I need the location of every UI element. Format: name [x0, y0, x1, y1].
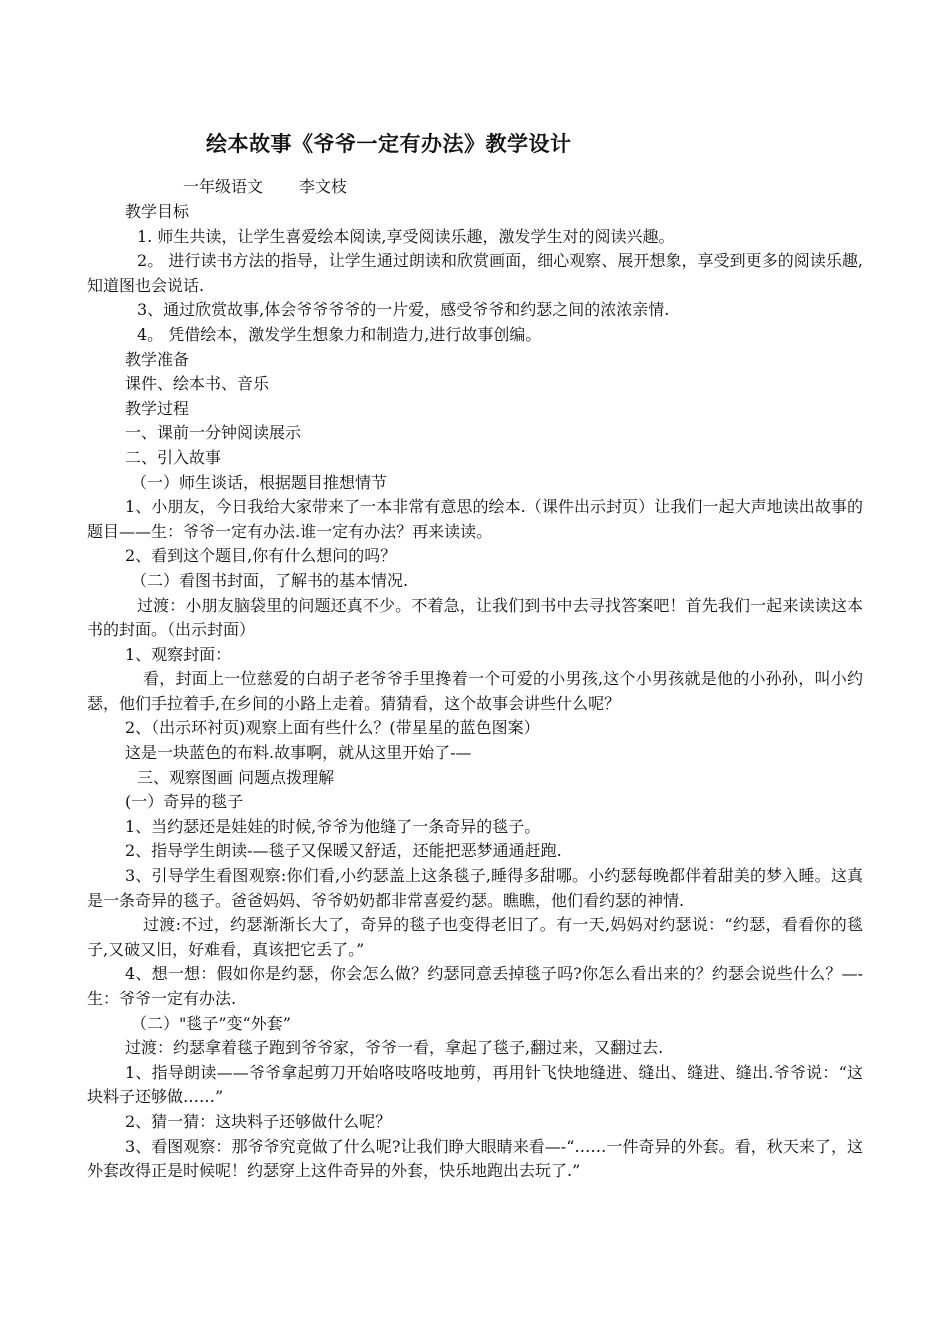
- paragraph: 过渡：约瑟拿着毯子跑到爷爷家，爷爷一看，拿起了毯子,翻过来，又翻过去.: [125, 1038, 664, 1058]
- subsection-heading: （二）看图书封面，了解书的基本情况.: [131, 570, 409, 590]
- paragraph: 过渡:不过，约瑟渐渐长大了，奇异的毯子也变得老旧了。有一天,妈妈对约瑟说：“约瑟，看看你的毯子,又破又旧，好难看，真该把它丢了。”: [87, 915, 863, 959]
- subsection-heading: （一）师生谈话，根据题目推想情节: [131, 472, 388, 492]
- grade-label: 一年级语文: [183, 177, 264, 196]
- heading-objectives: 教学目标: [125, 202, 190, 221]
- paragraph: 3、引导学生看图观察:你们看,小约瑟盖上这条毯子,睡得多甜哪。小约瑟每晚都伴着甜美的梦入睡。这真是一条奇异的毯子。爸爸妈妈、爷爷奶奶都非常喜爱约瑟。瞧瞧，他们看约瑟的神情.: [87, 866, 863, 910]
- paragraph: 1、指导朗读——爷爷拿起剪刀开始咯吱咯吱地剪，再用针飞快地缝进、缝出、缝进、缝出.爷爷说：“这块料子还够做……”: [87, 1062, 863, 1107]
- heading-preparation: 教学准备: [125, 349, 190, 369]
- subsection-heading: (一）奇异的毯子: [125, 792, 244, 812]
- author-name: 李文枝: [299, 177, 348, 196]
- paragraph: 2、看到这个题目,你有什么想问的吗？: [125, 546, 397, 566]
- subsection-heading: （二）"毯子”变“外套”: [131, 1013, 291, 1033]
- paragraph: 1、观察封面：: [125, 644, 232, 664]
- paragraph: 1、小朋友，今日我给大家带来了一本非常有意思的绘本.（课件出示封页）让我们一起大声地读出故事的题目——生：爷爷一定有办法.谁一定有办法？再来读读。: [87, 497, 863, 541]
- heading-process: 教学过程: [125, 398, 190, 418]
- paragraph: 1. 师生共读，让学生喜爱绘本阅读,享受阅读乐趣，激发学生对的阅读兴趣。: [137, 226, 675, 246]
- document-title: 绘本故事《爷爷一定有办法》教学设计: [206, 132, 572, 156]
- paragraph: 4、想一想：假如你是约瑟，你会怎么做？约瑟同意丢掉毯子吗?你怎么看出来的？约瑟会说些什么？—-生：爷爷一定有办法.: [87, 964, 863, 1008]
- paragraph: 4。 凭借绘本，激发学生想象力和制造力,进行故事创编。: [137, 324, 542, 344]
- paragraph: 2、（出示环衬页)观察上面有些什么？(带星星的蓝色图案）: [125, 718, 540, 738]
- section-heading: 一、课前一分钟阅读展示: [125, 423, 302, 443]
- paragraph: 2、指导学生朗读-—毯子又保暖又舒适，还能把恶梦通通赶跑.: [125, 841, 562, 861]
- paragraph: 2、猜一猜：这块料子还够做什么呢？: [125, 1111, 392, 1131]
- section-heading: 二、引入故事: [125, 447, 222, 467]
- paragraph: 这是一块蓝色的布料.故事啊，就从这里开始了-—: [125, 743, 472, 763]
- paragraph: 课件、绘本书、音乐: [125, 374, 270, 394]
- section-heading: 三、观察图画 问题点拨理解: [137, 767, 335, 787]
- paragraph: 3、通过欣赏故事,体会爷爷爷爷的一片爱，感受爷爷和约瑟之间的浓浓亲情.: [137, 300, 670, 320]
- paragraph: 3、看图观察：那爷爷究竟做了什么呢?让我们睁大眼睛来看—-“……一件奇异的外套。看，秋天来了，这外套改得正是时候呢！约瑟穿上这件奇异的外套，快乐地跑出去玩了.”: [87, 1136, 863, 1181]
- paragraph: 过渡：小朋友脑袋里的问题还真不少。不着急，让我们到书中去寻找答案吧！首先我们一起来读读这本书的封面。（出示封面）: [87, 595, 863, 640]
- paragraph: 2。 进行读书方法的指导，让学生通过朗读和欣赏画面，细心观察、展开想象，享受到更多的阅读乐趣,知道图也会说话.: [87, 251, 863, 295]
- document-body: [87, 200, 863, 1184]
- document-subtitle: [183, 174, 347, 197]
- paragraph: 1、当约瑟还是娃娃的时候,爷爷为他缝了一条奇异的毯子。: [125, 816, 541, 836]
- paragraph: 看，封面上一位慈爱的白胡子老爷爷手里搀着一个可爱的小男孩,这个小男孩就是他的小孙孙，叫小约瑟，他们手拉着手,在乡间的小路上走着。猜猜看，这个故事会讲些什么呢？: [87, 669, 863, 713]
